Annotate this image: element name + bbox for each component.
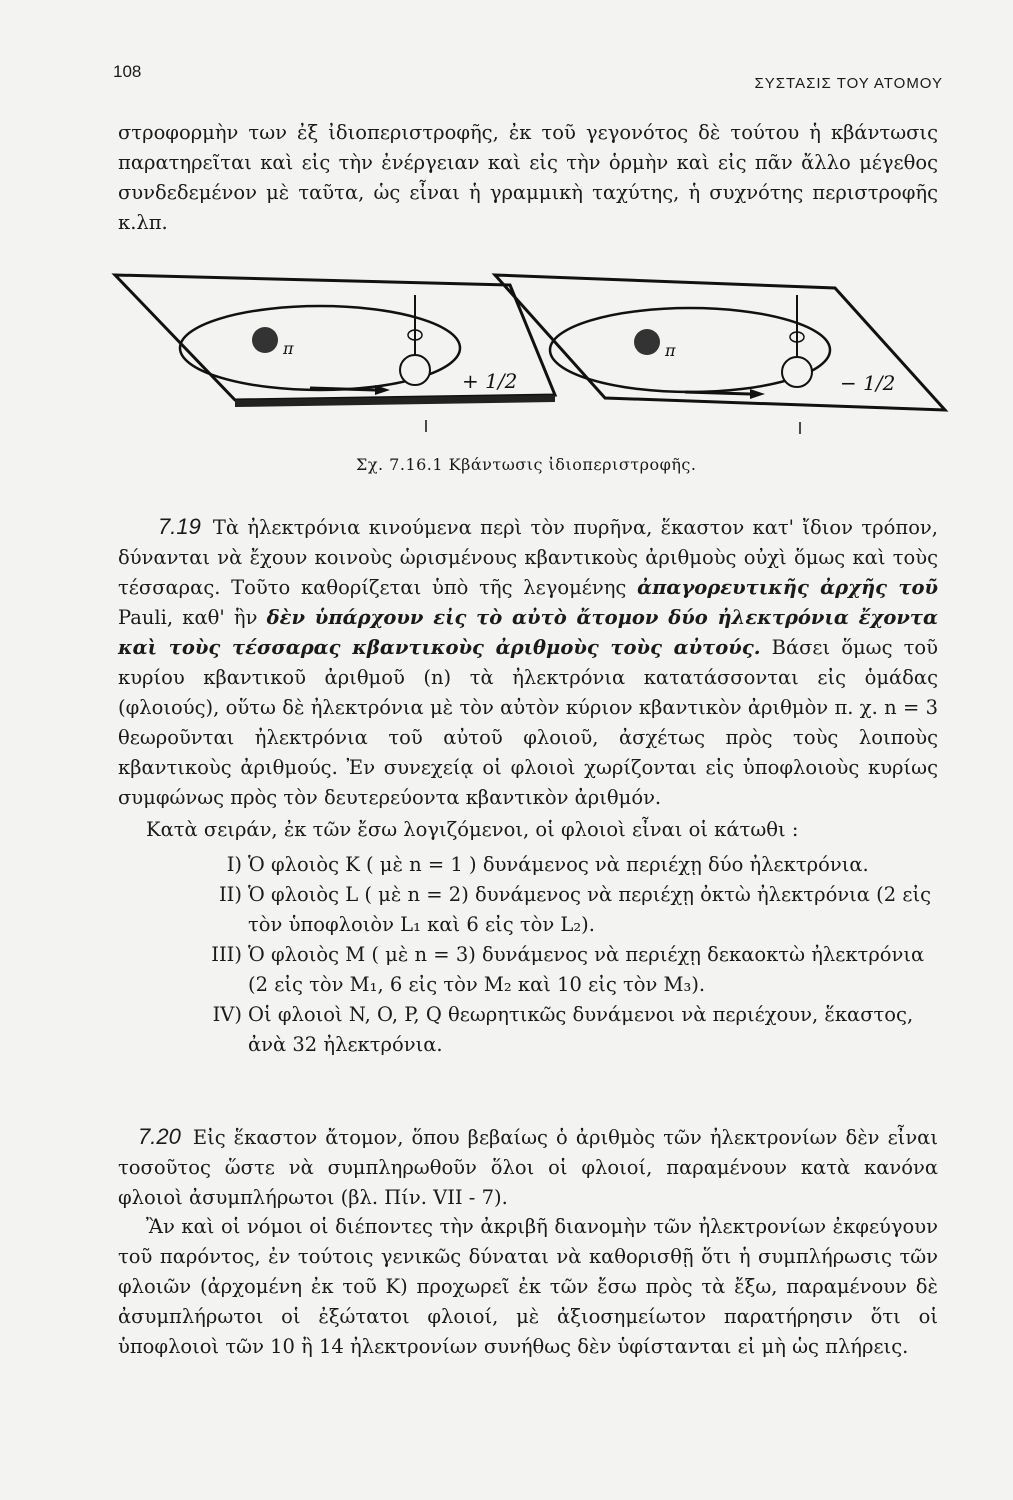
section-number: 7.20 xyxy=(138,1124,181,1149)
list-item-number: IV) xyxy=(212,1003,242,1026)
paragraph-intro: στροφορμὴν των ἐξ ἰδιοπεριστροφῆς, ἐκ τοῦ γεγονότος δὲ τούτου ἡ κβάντωσις παρατηρεῖται καὶ εἰς τὴν ἐνέργειαν καὶ εἰς τὴν ὁρμὴν καὶ εἰς πᾶν ἄλλο μέγεθος συνδεδεμένον μὲ ταῦτα, ὡς εἶναι ἡ γραμμικὴ ταχύτης, ἡ συχνότης περιστροφῆς κ.λπ. xyxy=(118,121,938,234)
left-electron xyxy=(400,355,430,385)
paragraph-final: Ἂν καὶ οἱ νόμοι οἱ διέποντες τὴν ἀκριβῆ διανομὴν τῶν ἠλεκτρονίων ἐκφεύγουν τοῦ παρόντος, ἐν τούτοις γενικῶς δύναται νὰ καθορισθῇ ὅτι ἡ συμπλήρωσις τῶν φλοιῶν (ἀρχομένη ἐκ τοῦ K) προχωρεῖ ἐκ τῶν ἔσω πρὸς τὰ ἔξω, παραμένουν δὲ ἀσυμπλήρωτοι οἱ ἐξώτατοι φλοιοί, μὲ ἀξιοσημείωτον παρατήρησιν ὅτι οἱ ὑποφλοιοὶ τῶν 10 ἢ 14 ἠλεκτρονίων συνήθως δὲν ὑφίστανται εἰ μὴ ὡς πλήρεις. xyxy=(118,1215,938,1358)
section-number: 7.19 xyxy=(158,514,201,539)
list-item-text: Ὁ φλοιὸς L ( μὲ n = 2) δυνάμενος νὰ περιέχῃ ὀκτὼ ἠλεκτρόνια (2 εἰς τὸν ὑποφλοιὸν L₁ καὶ 6 εἰς τὸν L₂). xyxy=(248,883,932,936)
shell-list xyxy=(118,850,938,1060)
running-head: ΣΥΣΤΑΣΙΣ ΤΟΥ ΑΤΟΜΟΥ xyxy=(754,75,943,92)
section-text-c: Βάσει ὅμως τοῦ κυρίου κβαντικοῦ ἀριθμοῦ (n) τὰ ἠλεκτρόνια κατατάσσονται εἰς ὁμάδας (φλοιούς), οὕτω δὲ ἠλεκτρόνια μὲ τὸν αὐτὸν κύριον κβαντικὸν ἀριθμὸν π. χ. n = 3 θεωροῦνται ἠλεκτρόνια τοῦ αὐτοῦ φλοιοῦ, ἀσχέτως πρὸς τοὺς λοιποὺς κβαντικοὺς ἀριθμούς. Ἐν συνεχείᾳ οἱ φλοιοὶ χωρίζονται εἰς ὑποφλοιοὺς κυρίως συμφώνως πρὸς τὸν δευτερεύοντα κβαντικὸν ἀριθμόν. xyxy=(118,636,938,809)
section-7-20 xyxy=(118,1122,938,1213)
section-emphasis-a: ἀπαγορευτικῆς ἀρχῆς τοῦ xyxy=(637,576,939,599)
list-item-number: I) xyxy=(226,853,242,876)
right-motion-arrowhead xyxy=(750,389,765,399)
spin-diagram xyxy=(110,270,950,440)
section-emphasis-b: δὲν ὑπάρχουν εἰς τὸ αὐτὸ ἄτομον δύο ἠλεκτρόνια ἔχοντα καὶ τοὺς τέσσαρας κβαντικοὺς ἀριθμοὺς τοὺς αὐτούς. xyxy=(118,606,938,659)
list-item-number: II) xyxy=(218,883,242,906)
right-motion-arrow xyxy=(685,392,750,394)
list-item xyxy=(118,940,938,1000)
left-spin-label: + 1/2 xyxy=(462,369,518,393)
section-text-a: Τὰ ἠλεκτρόνια κινούμενα περὶ τὸν πυρῆνα, ἕκαστον κατ' ἴδιον τρόπον, δύνανται νὰ ἔχουν κοινοὺς ὡρισμένους κβαντικοὺς ἀριθμοὺς οὐχὶ ὅμως καὶ τοὺς τέσσαρας. Τοῦτο καθορίζεται ὑπὸ τῆς λεγομένης xyxy=(118,516,938,599)
shell-list-intro: Κατὰ σειράν, ἐκ τῶν ἔσω λογιζόμενοι, οἱ φλοιοὶ εἶναι οἱ κάτωθι : xyxy=(146,818,799,841)
figure-caption: Σχ. 7.16.1 Κβάντωσις ἰδιοπεριστροφῆς. xyxy=(356,455,697,474)
right-electron xyxy=(782,357,812,387)
right-spin-label: − 1/2 xyxy=(840,371,896,395)
page-number: 108 xyxy=(113,62,142,81)
right-nucleus-label: π xyxy=(665,341,676,360)
list-item-text: Ὁ φλοιὸς K ( μὲ n = 1 ) δυνάμενος νὰ περιέχῃ δύο ἠλεκτρόνια. xyxy=(248,853,869,876)
left-nucleus-label: π xyxy=(283,339,294,358)
right-nucleus xyxy=(634,329,660,355)
list-item-text: Οἱ φλοιοὶ N, O, P, Q θεωρητικῶς δυνάμενοι νὰ περιέχουν, ἕκαστος, ἀνὰ 32 ἠλεκτρόνια. xyxy=(248,1003,914,1056)
left-motion-arrow xyxy=(310,388,375,390)
section-7-19 xyxy=(118,512,938,813)
list-item xyxy=(118,880,938,940)
section-text-b: Pauli, καθ' ἣν xyxy=(118,606,258,629)
list-item xyxy=(118,850,938,880)
list-item-number: III) xyxy=(211,943,242,966)
section-text: Εἰς ἕκαστον ἄτομον, ὅπου βεβαίως ὁ ἀριθμὸς τῶν ἠλεκτρονίων δὲν εἶναι τοσοῦτος ὥστε νὰ συμπληρωθοῦν ὅλοι οἱ φλοιοί, παραμένουν κατὰ κανόνα φλοιοὶ ἀσυμπλήρωτοι (βλ. Πίν. VII - 7). xyxy=(118,1126,938,1209)
left-nucleus xyxy=(252,327,278,353)
list-item-text: Ὁ φλοιὸς M ( μὲ n = 3) δυνάμενος νὰ περιέχῃ δεκαοκτὼ ἠλεκτρόνια (2 εἰς τὸν M₁, 6 εἰς τὸν M₂ καὶ 10 εἰς τὸν M₃). xyxy=(248,943,925,996)
list-item xyxy=(118,1000,938,1060)
spin-quantization-figure xyxy=(110,270,950,440)
